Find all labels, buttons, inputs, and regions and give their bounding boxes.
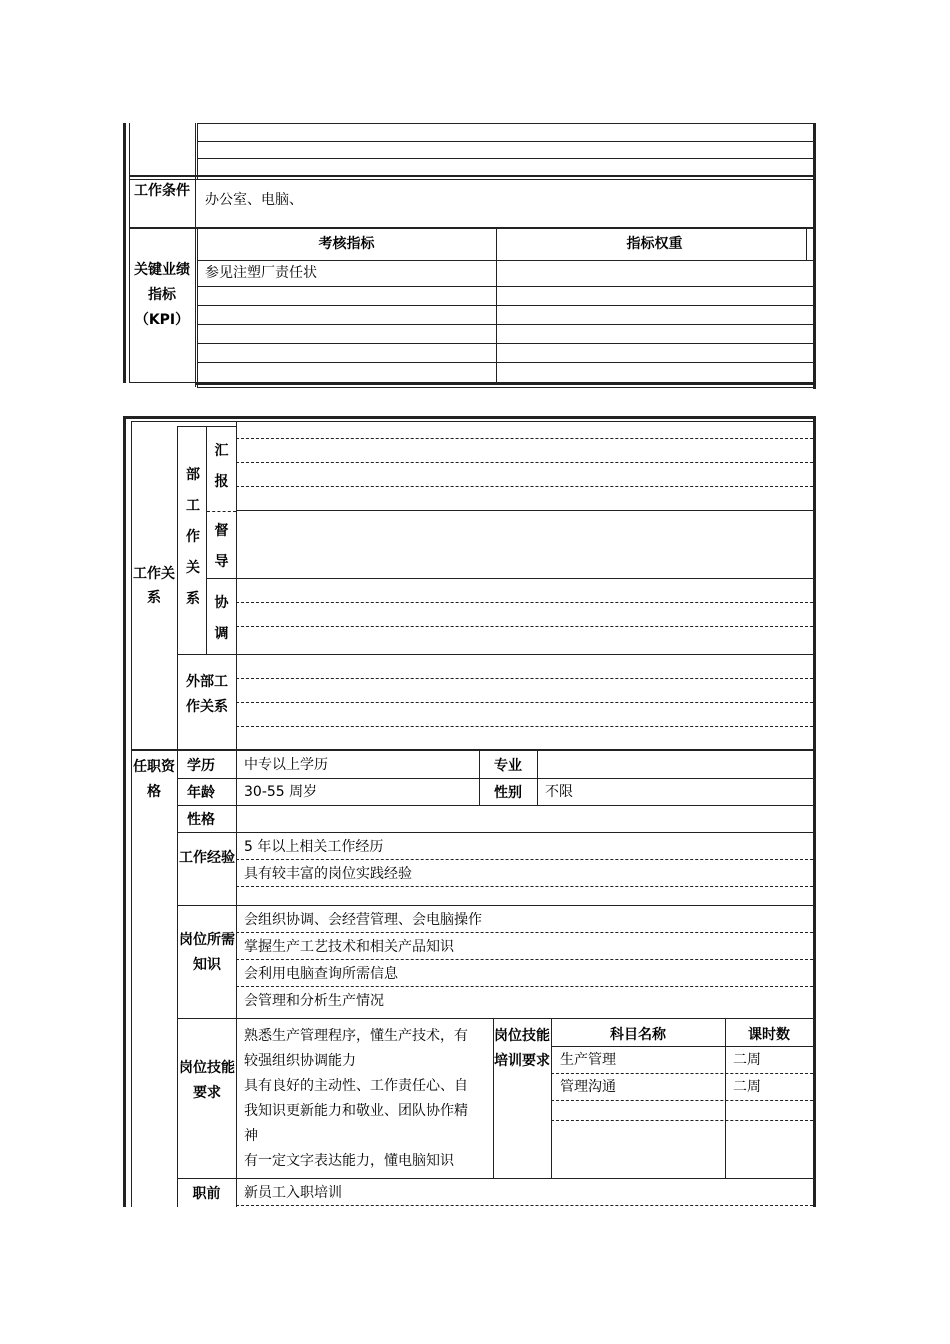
report-label: 汇 报	[214, 443, 229, 490]
major-label: 专业	[494, 758, 522, 774]
age-label: 年龄	[187, 785, 215, 801]
kpi-row-1-indicator: 参见注塑厂责任状	[205, 265, 317, 281]
skills-line-4: 我知识更新能力和敬业、团队协作精	[244, 1103, 468, 1119]
work-conditions-label: 工作条件	[134, 183, 190, 199]
gender-label: 性别	[494, 785, 522, 801]
skills-line-1: 熟悉生产管理程序，懂生产技术，有	[244, 1028, 468, 1044]
table2-right-border	[813, 416, 816, 1207]
personality-label: 性格	[187, 812, 215, 828]
work-conditions-value: 办公室、电脑、	[205, 192, 303, 208]
kpi-label: 关键业绩指标（KPI）	[134, 262, 190, 329]
training-row-2-hours: 二周	[733, 1079, 761, 1095]
experience-label: 工作经验	[179, 850, 235, 866]
skills-text	[244, 1024, 468, 1174]
knowledge-label: 岗位所需知识	[179, 932, 235, 974]
skills-line-6: 有一定文字表达能力，懂电脑知识	[244, 1153, 454, 1169]
knowledge-item-2: 掌握生产工艺技术和相关产品知识	[244, 939, 454, 955]
gender-value: 不限	[545, 784, 573, 800]
coordinate-label: 协 调	[214, 595, 229, 642]
kpi-header-indicator: 考核指标	[318, 236, 375, 252]
pre-job-value: 新员工入职培训	[244, 1185, 342, 1201]
table1-left-border	[123, 123, 126, 383]
skills-line-3: 具有良好的主动性、工作责任心、自	[244, 1078, 468, 1094]
training-row-1-hours: 二周	[733, 1052, 761, 1068]
skills-line-5: 神	[244, 1128, 258, 1144]
knowledge-item-3: 会利用电脑查询所需信息	[244, 966, 398, 982]
experience-item-2: 具有较丰富的岗位实践经验	[244, 866, 412, 882]
education-value: 中专以上学历	[244, 757, 328, 773]
training-header-hours: 课时数	[748, 1027, 790, 1043]
training-row-2-subject: 管理沟通	[560, 1079, 616, 1095]
external-relations-label: 外部工作关系	[186, 674, 228, 716]
age-value: 30-55 周岁	[244, 784, 318, 800]
table2-left-border	[123, 416, 126, 1207]
training-row-1-subject: 生产管理	[560, 1052, 616, 1068]
experience-item-1: 5 年以上相关工作经历	[244, 839, 384, 855]
supervise-label: 督 导	[214, 523, 229, 570]
knowledge-item-1: 会组织协调、会经营管理、会电脑操作	[244, 912, 482, 928]
internal-relations-label: 部 工 作 关 系	[186, 467, 200, 607]
table1-right-border	[813, 123, 816, 389]
training-label: 岗位技能培训要求	[494, 1028, 550, 1069]
qualifications-label: 任职资格	[133, 759, 175, 801]
training-header-subject: 科目名称	[610, 1027, 666, 1043]
knowledge-item-4: 会管理和分析生产情况	[244, 993, 384, 1009]
work-relations-label: 工作关系	[133, 566, 175, 606]
skills-line-2: 较强组织协调能力	[244, 1053, 356, 1069]
kpi-header-weight: 指标权重	[626, 236, 683, 252]
pre-job-label: 职前	[192, 1186, 221, 1202]
education-label: 学历	[187, 758, 215, 774]
skills-label: 岗位技能要求	[179, 1060, 235, 1102]
